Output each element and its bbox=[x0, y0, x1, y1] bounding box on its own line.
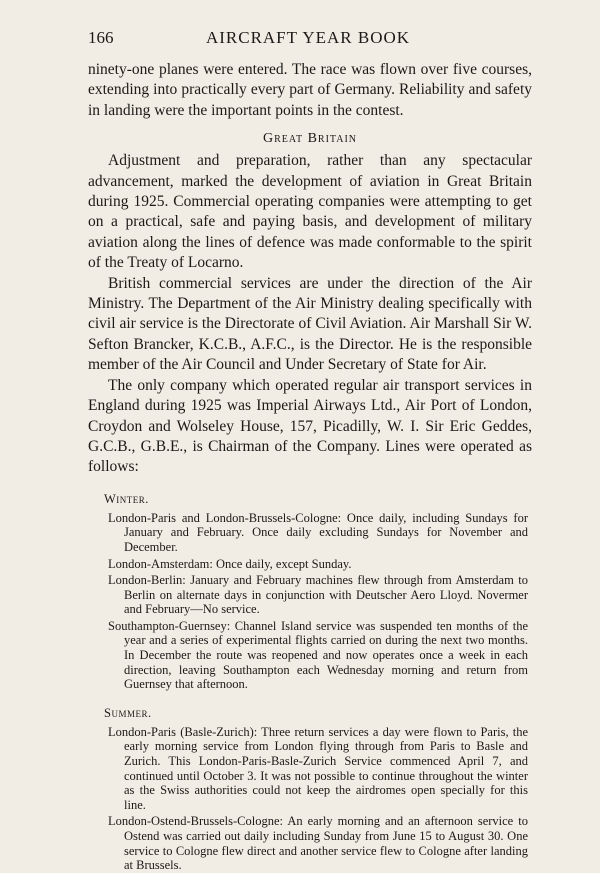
summer-heading-text: Summer. bbox=[104, 705, 152, 720]
page-number: 166 bbox=[88, 28, 114, 47]
summer-list bbox=[76, 725, 528, 873]
winter-entry: Southampton-Guernsey: Channel Island service was suspended ten months of the year and a series of experimental flights carried on during the next two months. In December the route was reopened and now operates once a week in each direction, leaving Southampton each Wednesday morning and return from Guernsey that afternoon. bbox=[108, 618, 528, 692]
running-title: AIRCRAFT YEAR BOOK bbox=[205, 28, 411, 47]
page-header bbox=[88, 28, 528, 50]
section-title-text: Great Britain bbox=[262, 131, 358, 147]
winter-list bbox=[76, 511, 528, 692]
winter-entry: London-Berlin: January and February machines flew through from Amsterdam to Berlin on alternate days in conjunction with Deutscher Aero Lloyd. Novermer and February—No service. bbox=[108, 573, 528, 617]
section-title bbox=[88, 131, 532, 147]
summer-entry: London-Paris (Basle-Zurich): Three return services a day were flown to Paris, the early morning service from London flying through from Paris to Basle and Zurich. This London-Paris-Basle-Zurich Service commenced April 7, and continued until October 3. It was not possible to continue throughout the winter as the Swiss authorities could not keep the airdromes open specially for this line. bbox=[108, 724, 528, 812]
winter-heading bbox=[104, 492, 532, 507]
paragraph-3: The only company which operated regular air transport services in England during 1925 was Imperial Airways Ltd., Air Port of London, Croydon and Wolseley House, 157, Picadilly, W. I. Sir Eric Geddes, G.C.B., G.B.E., is Chairman of the Company. Lines were operated as follows: bbox=[88, 376, 532, 476]
winter-entry: London-Paris and London-Brussels-Cologne: Once daily, including Sundays for January and February. Once daily excluding Sundays for November and December. bbox=[108, 510, 528, 554]
paragraph-2: British commercial services are under the direction of the Air Ministry. The Department of the Air Ministry dealing specifically with civil air service is the Directorate of Civil Aviation. Air Marshall Sir W. Sefton Brancker, K.C.B., A.F.C., is the Director. He is the responsible member of the Air Council and Under Secretary of State for Air. bbox=[88, 274, 532, 374]
winter-heading-text: Winter. bbox=[104, 491, 149, 506]
summer-heading bbox=[104, 706, 532, 721]
summer-entry: London-Ostend-Brussels-Cologne: An early morning and an afternoon service to Ostend was carried out daily including Sunday from June 15 to August 30. One service to Cologne flew direct and another service flew to Cologne after landing at Brussels. bbox=[108, 814, 528, 873]
winter-entry: London-Amsterdam: Once daily, except Sunday. bbox=[108, 556, 352, 571]
intro-paragraph: ninety-one planes were entered. The race was flown over five courses, extending into practically every part of Germany. Reliability and safety in landing were the important points in the contest. bbox=[88, 61, 532, 119]
paragraph-1: Adjustment and preparation, rather than any spectacular advancement, marked the development of aviation in Great Britain during 1925. Commercial operating companies were attempting to get on a practical, safe and paying basis, and development of military aviation along the lines of defence was made conformable to the spirit of the Treaty of Locarno. bbox=[88, 152, 532, 272]
page-body bbox=[88, 60, 532, 873]
